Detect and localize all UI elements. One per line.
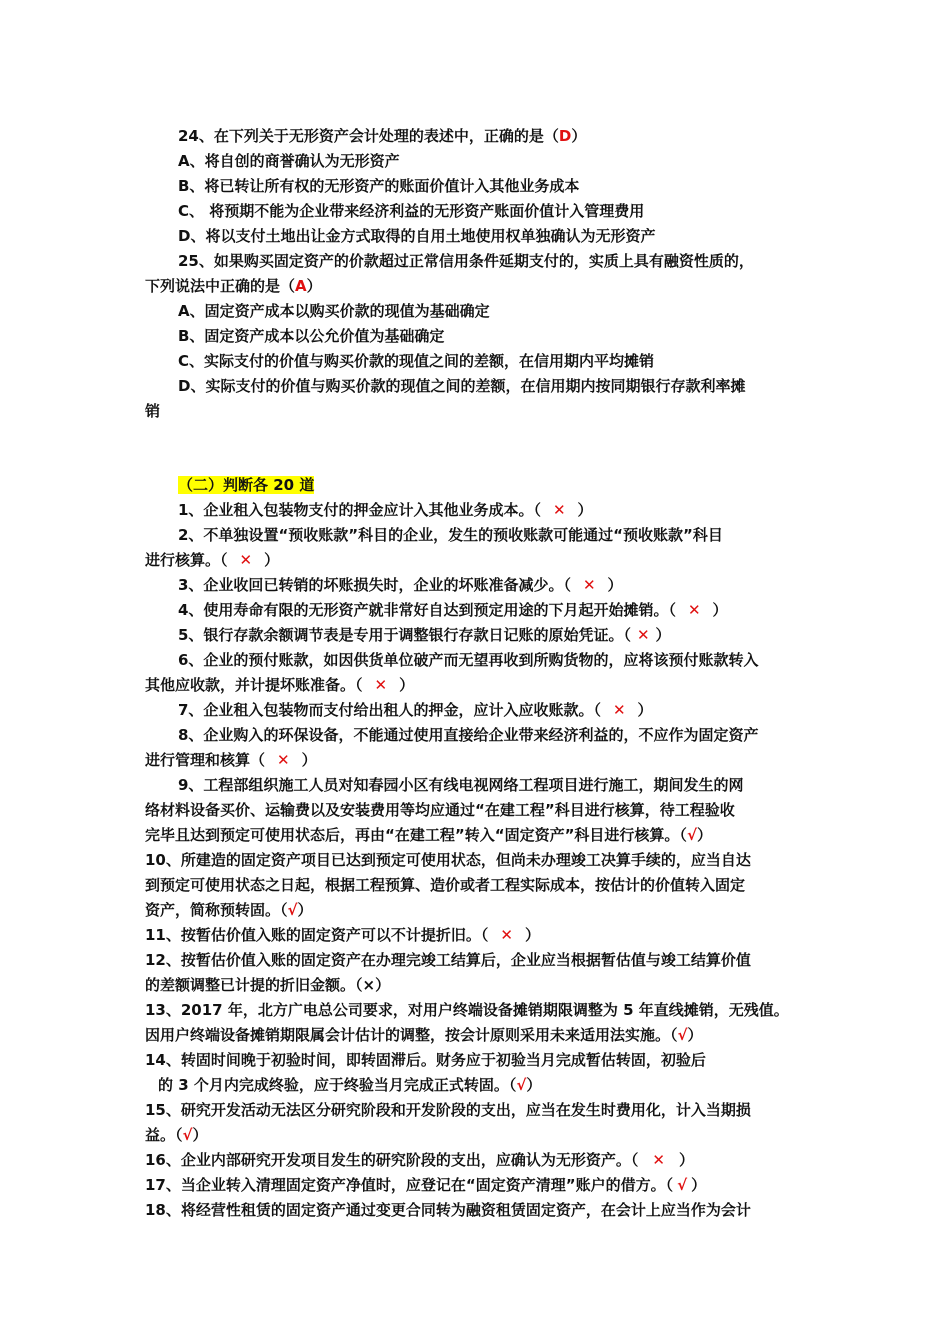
- judge-item-16: 16、企业内部研究开发项目发生的研究阶段的支出，应确认为无形资产。（ ✕ ）: [145, 1151, 694, 1169]
- judge-item-1: 1、企业租入包装物支付的押金应计入其他业务成本。（ ✕ ）: [178, 501, 593, 519]
- judge-item-10: 10、所建造的固定资产项目已达到预定可使用状态，但尚未办理竣工决算手续的，应当自达: [145, 851, 751, 869]
- judge-item-13-cont: 因用户终端设备摊销期限属会计估计的调整，按会计原则采用未来适用法实施。（√）: [145, 1026, 703, 1044]
- q25-option-c: C、实际支付的价值与购买价款的现值之间的差额，在信用期内平均摊销: [178, 352, 655, 370]
- q24-option-c: C、 将预期不能为企业带来经济利益的无形资产账面价值计入管理费用: [178, 202, 645, 220]
- judge-item-13: 13、2017 年，北方广电总公司要求，对用户终端设备摊销期限调整为 5 年直线摊销，无残值。: [145, 1001, 789, 1019]
- check-mark-icon: √: [182, 1126, 193, 1144]
- q25-stem-cont: 下列说法中正确的是（A）: [145, 277, 322, 295]
- q25-stem: 25、如果购买固定资产的价款超过正常信用条件延期支付的，实质上具有融资性质的，: [178, 252, 754, 270]
- check-mark-icon: √: [686, 826, 697, 844]
- judge-item-10-cont2: 资产，简称预转固。（√）: [145, 901, 313, 919]
- judge-item-10-cont: 到预定可使用状态之日起，根据工程预算、造价或者工程实际成本，按估计的价值转入固定: [145, 876, 746, 894]
- q25-answer: A: [295, 277, 307, 295]
- q25-option-d: D、实际支付的价值与购买价款的现值之间的差额，在信用期内按同期银行存款利率摊: [178, 377, 746, 395]
- wrong-mark-icon: ✕: [612, 701, 626, 719]
- wrong-mark-icon: ✕: [652, 1151, 665, 1169]
- check-mark-icon: √: [677, 1026, 688, 1044]
- judge-item-6: 6、企业的预付账款，如因供货单位破产而无望再收到所购货物的，应将该预付账款转入: [178, 651, 759, 669]
- judge-item-15-cont: 益。（√）: [145, 1126, 208, 1144]
- q24-answer: D: [558, 127, 572, 145]
- judge-item-9-cont: 络材料设备买价、运输费以及安装费用等均应通过“在建工程”科目进行核算，待工程验收: [145, 801, 735, 819]
- judge-item-6-cont: 其他应收款，并计提坏账准备。（ ✕ ）: [145, 676, 415, 694]
- wrong-mark-icon: ✕: [500, 926, 513, 944]
- judge-item-8-cont: 进行管理和核算（ ✕ ）: [145, 751, 317, 769]
- judge-item-14: 14、转固时间晚于初验时间，即转固滞后。财务应于初验当月完成暂估转固，初验后: [145, 1051, 706, 1069]
- q24-stem: 24、在下列关于无形资产会计处理的表述中，正确的是（D）: [178, 127, 587, 145]
- judge-item-4: 4、使用寿命有限的无形资产就非常好自达到预定用途的下月起开始摊销。（ ✕ ）: [178, 601, 728, 619]
- judge-item-5: 5、银行存款余额调节表是专用于调整银行存款日记账的原始凭证。（ ✕ ）: [178, 626, 671, 644]
- wrong-mark-icon: ✕: [636, 626, 650, 644]
- judge-item-15: 15、研究开发活动无法区分研究阶段和开发阶段的支出，应当在发生时费用化，计入当期损: [145, 1101, 751, 1119]
- q24-option-b: B、将已转让所有权的无形资产的账面价值计入其他业务成本: [178, 177, 580, 195]
- q24-option-d: D、将以支付土地出让金方式取得的自用土地使用权单独确认为无形资产: [178, 227, 656, 245]
- check-mark-icon: √: [287, 901, 298, 919]
- judge-item-7: 7、企业租入包装物而支付给出租人的押金，应计入应收账款。（ ✕ ）: [178, 701, 653, 719]
- check-mark-icon: √: [516, 1076, 527, 1094]
- judge-item-2-cont: 进行核算。（ ✕ ）: [145, 551, 280, 569]
- wrong-mark-icon: ✕: [239, 551, 253, 569]
- wrong-mark-icon: ✕: [582, 576, 596, 594]
- wrong-mark-icon: ✕: [552, 501, 566, 519]
- judge-item-9: 9、工程部组织施工人员对知春园小区有线电视网络工程项目进行施工，期间发生的网: [178, 776, 744, 794]
- judge-item-18: 18、将经营性租赁的固定资产通过变更合同转为融资租赁固定资产，在会计上应当作为会计: [145, 1201, 751, 1219]
- judge-item-17: 17、当企业转入清理固定资产净值时，应登记在“固定资产清理”账户的借方。（ √ ）: [145, 1176, 707, 1194]
- q24-option-a: A、将自创的商誉确认为无形资产: [178, 152, 400, 170]
- section-title: （二）判断各 20 道: [178, 476, 315, 494]
- judge-item-12-cont: 的差额调整已计提的折旧金额。（×）: [145, 976, 391, 994]
- judge-item-2: 2、不单独设置“预收账款”科目的企业，发生的预收账款可能通过“预收账款”科目: [178, 526, 723, 544]
- judge-item-11: 11、按暂估价值入账的固定资产可以不计提折旧。（ ✕ ）: [145, 926, 540, 944]
- q25-option-a: A、固定资产成本以购买价款的现值为基础确定: [178, 302, 490, 320]
- wrong-mark-icon: ✕: [374, 676, 388, 694]
- wrong-mark-icon: ✕: [277, 751, 290, 769]
- q25-option-b: B、固定资产成本以公允价值为基础确定: [178, 327, 445, 345]
- judge-item-3: 3、企业收回已转销的坏账损失时，企业的坏账准备减少。（ ✕ ）: [178, 576, 623, 594]
- judge-item-12: 12、按暂估价值入账的固定资产在办理完竣工结算后，企业应当根据暂估值与竣工结算价值: [145, 951, 751, 969]
- judge-item-14-cont: 的 3 个月内完成终验，应于终验当月完成正式转固。（√）: [158, 1076, 542, 1094]
- q25-option-d-cont: 销: [145, 402, 161, 420]
- check-mark-icon: √: [677, 1176, 688, 1194]
- wrong-mark-icon: ✕: [687, 601, 701, 619]
- judge-item-9-cont2: 完毕且达到预定可使用状态后，再由“在建工程”转入“固定资产”科目进行核算。（√）: [145, 826, 712, 844]
- judge-item-8: 8、企业购入的环保设备，不能通过使用直接给企业带来经济利益的，不应作为固定资产: [178, 726, 759, 744]
